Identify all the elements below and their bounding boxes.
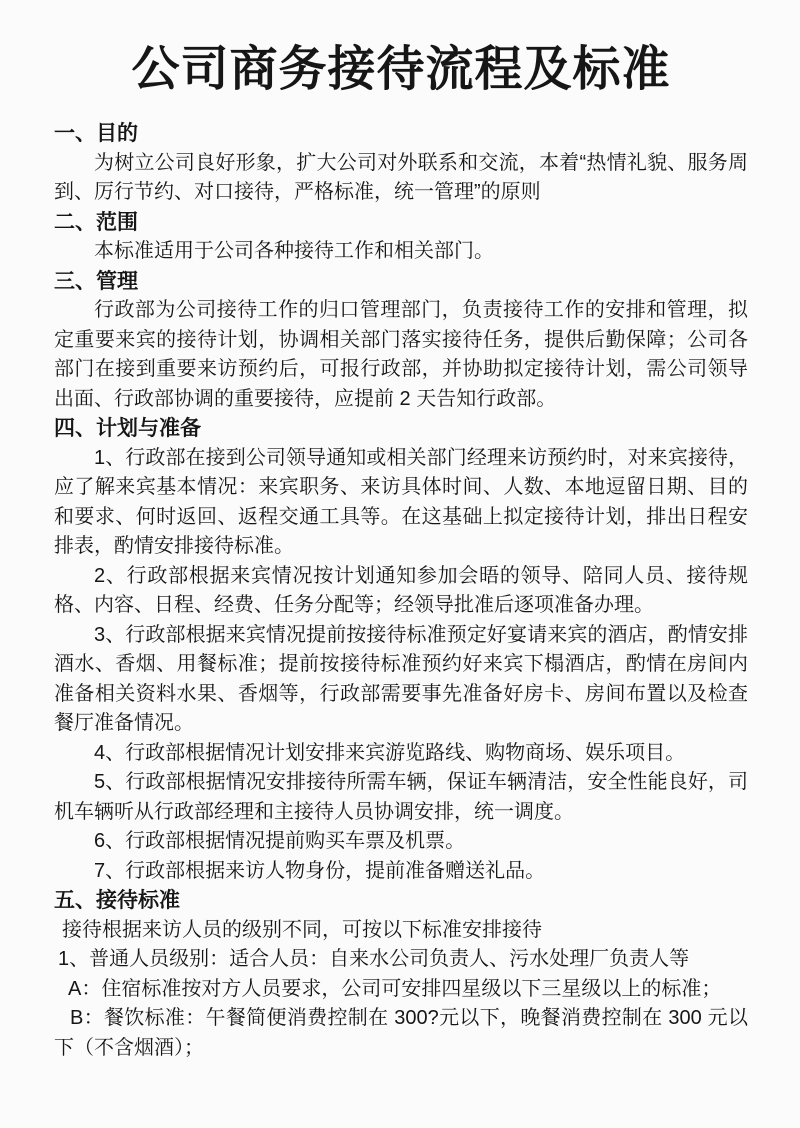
paragraph: 4、行政部根据情况计划安排来宾游览路线、购物商场、娱乐项目。 [94,741,686,764]
paragraph: B：餐饮标准：午餐简便消费控制在 300?元以下，晚餐消费控制在 300 元以下（不含烟酒）； [54,1007,748,1059]
section-heading: 五、接待标准 [54,889,180,912]
paragraph: 6、行政部根据情况提前购买车票及机票。 [94,830,466,852]
section-heading: 三、管理 [54,269,138,293]
paragraph: 2、行政部根据来宾情况按计划通知参加会晤的领导、陪同人员、接待规格、内容、日程、经费、任务分配等；经领导批准后逐项准备办理。 [54,564,748,616]
section-management [54,267,748,415]
paragraph: 7、行政部根据来访人物身份，提前准备赠送礼品。 [94,859,546,882]
section-reception-standards [54,886,748,1063]
paragraph: 为树立公司良好形象，扩大公司对外联系和交流，本着“热情礼貌、服务周到、厉行节约、对口接待，严格标准，统一管理”的原则 [54,151,748,203]
paragraph: 行政部为公司接待工作的归口管理部门，负责接待工作的安排和管理，拟定重要来宾的接待计划，协调相关部门落实接待任务，提供后勤保障；公司各部门在接到重要来访预约后，可报行政部，并协助拟定接待计划，需公司领导出面、行政部协调的重要接待，应提前 2 天告知行政部。 [54,299,748,410]
section-heading: 四、计划与准备 [54,417,201,440]
paragraph: 本标准适用于公司各种接待工作和相关部门。 [94,240,494,262]
document-body [54,119,748,1063]
section-heading: 二、范围 [54,210,138,234]
document-title: 公司商务接待流程及标准 [131,43,671,96]
section-scope [54,208,748,267]
section-planning [54,414,748,886]
paragraph: 1、普通人员级别：适合人员：自来水公司负责人、污水处理厂负责人等 [58,948,690,970]
section-purpose [54,119,748,208]
section-heading: 一、目的 [54,122,138,145]
paragraph: A：住宿标准按对方人员要求，公司可安排四星级以下三星级以上的标准； [68,977,722,1000]
paragraph: 5、行政部根据情况安排接待所需车辆，保证车辆清洁，安全性能良好，司机车辆听从行政部经理和主接待人员协调安排，统一调度。 [54,771,748,823]
paragraph: 接待根据来访人员的级别不同，可按以下标准安排接待 [62,918,542,941]
paragraph: 3、行政部根据来宾情况提前按接待标准预定好宴请来宾的酒店，酌情安排酒水、香烟、用餐标准；提前按接待标准预约好来宾下榻酒店，酌情在房间内准备相关资料水果、香烟等，行政部需要事先准备好房卡、房间布置以及检查餐厅准备情况。 [54,623,748,734]
paragraph: 1、行政部在接到公司领导通知或相关部门经理来访预约时，对来宾接待，应了解来宾基本情况：来宾职务、来访具体时间、人数、本地逗留日期、目的和要求、何时返回、返程交通工具等。在这基础上拟定接待计划，排出日程安排表，酌情安排接待标准。 [54,446,748,557]
